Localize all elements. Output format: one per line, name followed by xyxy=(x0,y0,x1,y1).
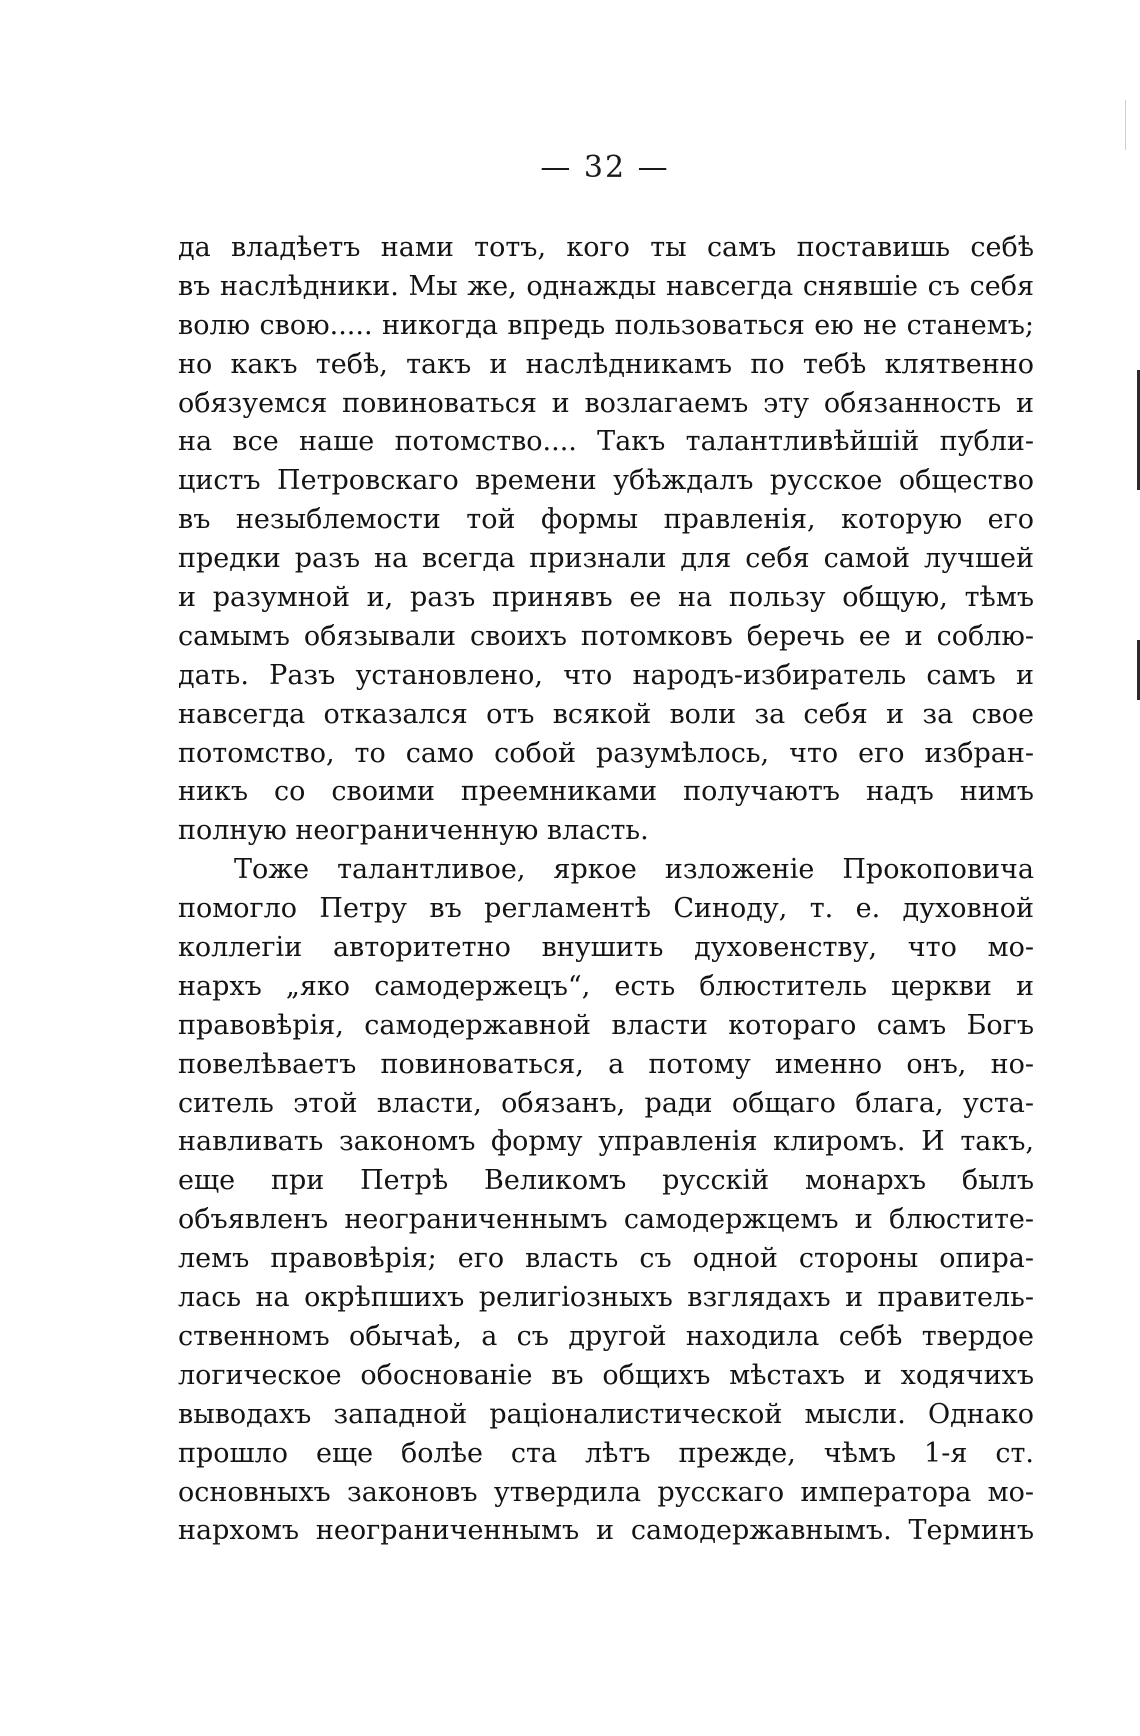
text-line: еще при Петрѣ Великомъ русскій монархъ былъ xyxy=(178,1165,1034,1197)
text-line: лась на окрѣпшихъ религіозныхъ взглядахъ и правитель- xyxy=(178,1282,1034,1314)
text-line: ственномъ обычаѣ, а съ другой находила себѣ твердое xyxy=(178,1320,1034,1352)
text-line: никъ со своими преемниками получаютъ надъ нимъ xyxy=(178,776,1034,808)
text-line: ситель этой власти, обязанъ, ради общаго блага, уста- xyxy=(178,1087,1034,1119)
text-line: да владѣетъ нами тотъ, кого ты самъ поставишь себѣ xyxy=(178,232,1034,263)
text-line: дать. Разъ установлено, что народъ-избиратель самъ и xyxy=(178,659,1034,691)
text-line: навсегда отказался отъ всякой воли за себя и за свое xyxy=(178,698,1034,730)
text-line: на все наше потомство.... Такъ талантливѣйшій публи- xyxy=(178,426,1034,458)
text-line: но какъ тебѣ, такъ и наслѣдникамъ по тебѣ клятвенно xyxy=(178,348,1034,380)
text-line: потомство, то само собой разумѣлось, что его избран- xyxy=(178,737,1034,769)
text-line: обязуемся повиноваться и возлагаемъ эту обязанность и xyxy=(178,387,1034,419)
scan-edge-mark xyxy=(1125,100,1126,150)
text-line: помогло Петру въ регламентѣ Синоду, т. е. духовной xyxy=(178,893,1034,925)
text-line: правовѣрія, самодержавной власти котораго самъ Богъ xyxy=(178,1009,1034,1041)
text-line: нархъ „яко самодержецъ“, есть блюститель церкви и xyxy=(178,970,1034,1002)
text-line: основныхъ законовъ утвердила русскаго императора мо- xyxy=(178,1476,1034,1508)
text-line: Тоже талантливое, яркое изложеніе Прокоповича xyxy=(234,854,1034,886)
text-line: въ незыблемости той формы правленія, которую его xyxy=(178,504,1034,536)
text-line: волю свою..... никогда впредь пользоваться ею не станемъ; xyxy=(178,309,1034,341)
text-line: въ наслѣдники. Мы же, однажды навсегда снявшіе съ себя xyxy=(178,270,1034,302)
text-line: прошло еще болѣе ста лѣтъ прежде, чѣмъ 1-я ст. xyxy=(178,1437,1034,1469)
text-line: объявленъ неограниченнымъ самодержцемъ и блюстите- xyxy=(178,1204,1034,1236)
text-line: полную неограниченную власть. xyxy=(178,815,649,847)
text-line: повелѣваетъ повиноваться, а потому именно онъ, но- xyxy=(178,1048,1034,1080)
text-line: самымъ обязывали своихъ потомковъ беречь ее и соблю- xyxy=(178,620,1034,652)
text-line: цистъ Петровскаго времени убѣждалъ русское общество xyxy=(178,465,1034,497)
text-line: навливать закономъ форму управленія клиромъ. И такъ, xyxy=(178,1126,1034,1158)
paragraph xyxy=(178,851,1034,1551)
body-text xyxy=(178,229,1034,1551)
text-line: нархомъ неограниченнымъ и самодержавнымъ. Терминъ xyxy=(178,1515,1034,1547)
text-line: и разумной и, разъ принявъ ее на пользу общую, тѣмъ xyxy=(178,582,1034,614)
text-line: предки разъ на всегда признали для себя самой лучшей xyxy=(178,543,1034,575)
text-line: коллегіи авторитетно внушить духовенству, что мо- xyxy=(178,932,1034,964)
paragraph xyxy=(178,229,1034,851)
text-line: лемъ правовѣрія; его власть съ одной стороны опира- xyxy=(178,1243,1034,1275)
text-line: выводахъ западной раціоналистической мысли. Однако xyxy=(178,1398,1034,1430)
text-line: логическое обоснованіе въ общихъ мѣстахъ и ходячихъ xyxy=(178,1359,1034,1391)
page-number: — 32 — xyxy=(540,150,670,185)
